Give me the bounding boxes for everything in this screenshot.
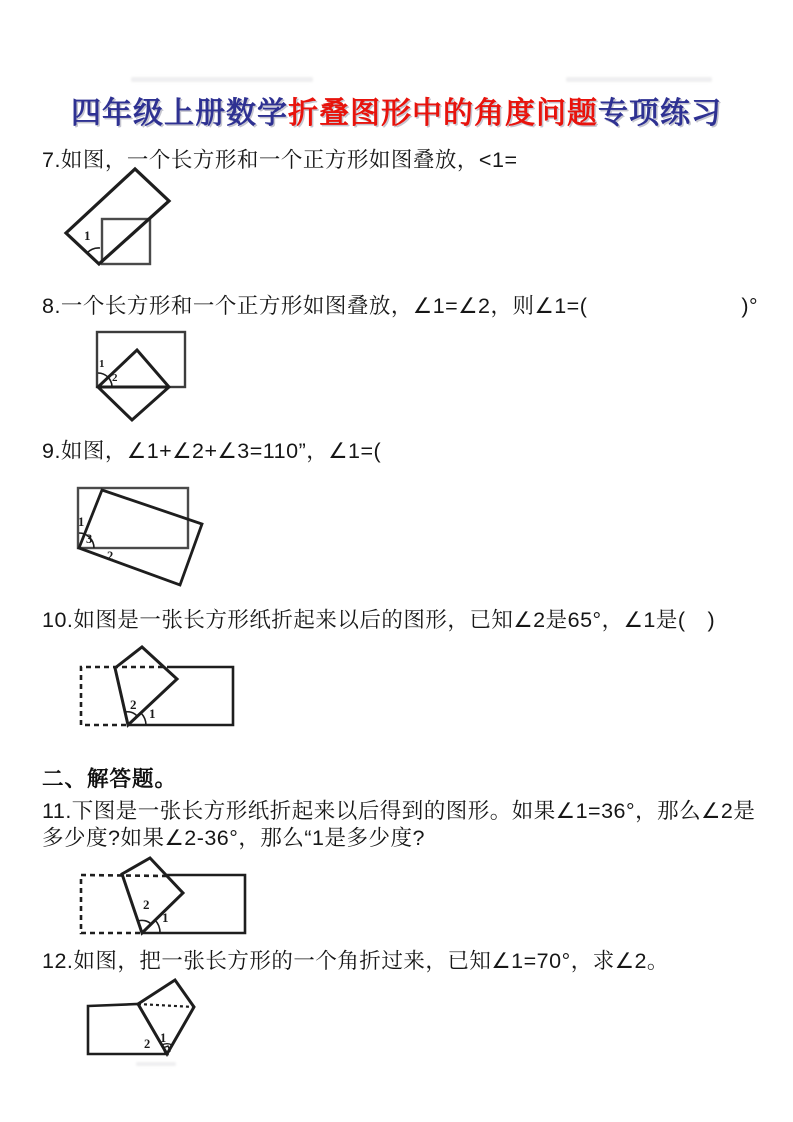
rectangle-part-shape bbox=[88, 1004, 167, 1054]
question-7-text: 7.如图，一个长方形和一个正方形如图叠放，<1= bbox=[42, 148, 518, 172]
question-10-text: 10.如图是一张长方形纸折起来以后的图形，已知∠2是65°，∠1是( ) bbox=[42, 608, 716, 632]
title-part-practice: 专项练习 bbox=[598, 97, 722, 130]
angle-label-1: 1 bbox=[149, 706, 156, 721]
title-part-grade: 四年级上册数学 bbox=[71, 97, 288, 130]
question-9-text: 9.如图，∠1+∠2+∠3=110”，∠1=( bbox=[42, 439, 382, 463]
rotated-square-shape bbox=[98, 350, 169, 420]
figure-q9 bbox=[70, 480, 215, 592]
figure-q8 bbox=[88, 328, 198, 428]
figure-q11 bbox=[75, 848, 255, 943]
angle-label-3: 3 bbox=[86, 532, 93, 546]
dashed-fold-line bbox=[138, 1004, 194, 1007]
angle-arc bbox=[87, 248, 100, 253]
rectangle-shape bbox=[78, 488, 188, 548]
angle-arc-1 bbox=[141, 713, 146, 725]
rotated-rectangle-shape bbox=[66, 169, 169, 264]
figure-q12 bbox=[80, 972, 205, 1064]
angle-label-1: 1 bbox=[162, 910, 169, 925]
scan-artifact bbox=[131, 77, 313, 82]
angle-arc-1 bbox=[155, 920, 160, 933]
angle-label-2: 2 bbox=[130, 697, 137, 712]
tilted-rectangle-shape bbox=[79, 490, 202, 585]
question-11-text: 11.下图是一张长方形纸折起来以后得到的图形。如果∠1=36°，那么∠2是多少度?如果∠2-36°，那么“1是多少度? bbox=[42, 799, 756, 850]
angle-label-2: 2 bbox=[143, 897, 150, 912]
right-angle-mark bbox=[163, 1046, 170, 1053]
angle-label-2: 2 bbox=[107, 549, 114, 563]
angle-label-2: 2 bbox=[112, 372, 118, 384]
folded-flap-shape bbox=[115, 647, 177, 725]
scan-artifact bbox=[566, 77, 712, 82]
angle-label-2: 2 bbox=[144, 1037, 151, 1051]
page-title bbox=[0, 88, 793, 132]
angle-label-1: 1 bbox=[160, 1031, 167, 1045]
angle-label-1: 1 bbox=[99, 358, 105, 370]
angle-label-1: 1 bbox=[78, 515, 85, 529]
section-2-heading: 二、解答题。 bbox=[42, 767, 178, 791]
figure-q7 bbox=[60, 164, 180, 276]
question-8-text: 8.一个长方形和一个正方形如图叠放，∠1=∠2，则∠1=( )° bbox=[42, 294, 759, 318]
folded-flap-shape bbox=[122, 858, 183, 933]
question-12-text: 12.如图，把一张长方形的一个角折过来，已知∠1=70°，求∠2。 bbox=[42, 949, 669, 973]
title-part-topic: 折叠图形中的角度问题 bbox=[288, 97, 598, 130]
figure-q10 bbox=[75, 640, 243, 735]
angle-label-1: 1 bbox=[84, 228, 91, 243]
